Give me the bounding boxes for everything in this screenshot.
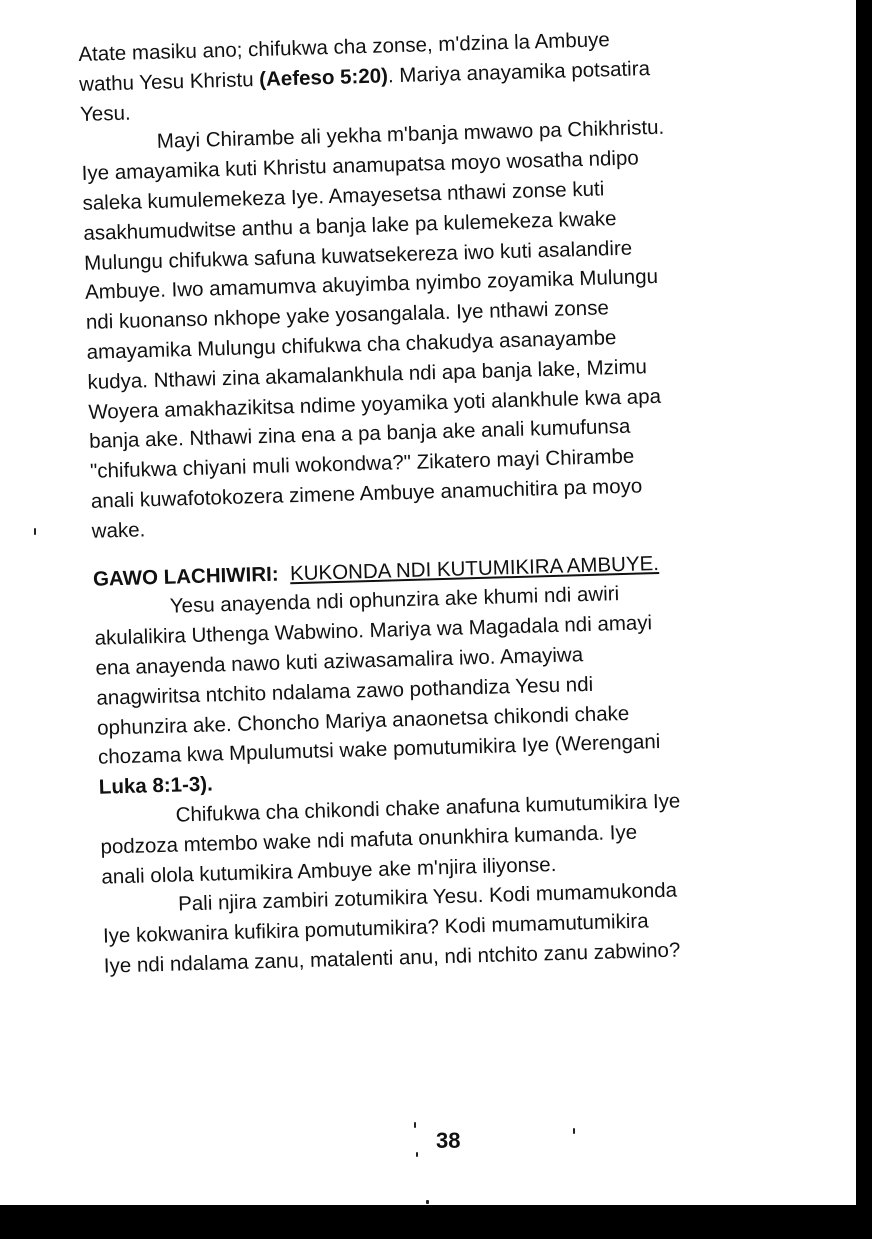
text-line: akulalikira Uthenga Wabwino. Mariya wa Magadala ndi amayi bbox=[94, 611, 653, 650]
text-line: Iye kokwanira kufikira pomutumikira? Kodi mumamutumikira bbox=[102, 909, 649, 948]
scan-speck bbox=[573, 1128, 575, 1134]
text-span: wathu Yesu Khristu bbox=[78, 67, 260, 96]
text-line: Ambuye. Iwo amamumva akuyimba nyimbo zoyamika Mulungu bbox=[84, 265, 659, 305]
paragraph-first-line: Yesu anayenda ndi ophunzira ake khumi ndi awiri bbox=[169, 582, 620, 618]
text-line: banja ake. Nthawi zina ena a pa banja ake anali kumufunsa bbox=[88, 415, 631, 454]
text-line: Mulungu chifukwa safuna kuwatsekereza iwo kuti asalandire bbox=[83, 236, 633, 275]
body-text bbox=[78, 20, 824, 981]
text-line: Woyera amakhazikitsa ndime yoyamika yoti alankhule kwa apa bbox=[88, 384, 662, 424]
text-line: anali olola kutumikira Ambuye ake m'njira iliyonse. bbox=[101, 852, 557, 889]
text-line: wake. bbox=[91, 518, 146, 543]
text-span: . Mariya anayamika potsatira bbox=[387, 56, 651, 88]
scan-speck bbox=[416, 1152, 418, 1157]
text-line: Iye amayamika kuti Khristu anamupatsa moyo wosatha ndipo bbox=[81, 146, 640, 186]
text-line: "chifukwa chiyani muli wokondwa?" Zikatero mayi Chirambe bbox=[89, 444, 635, 483]
text-line: Yesu. bbox=[79, 101, 131, 126]
paragraph-first-line: Pali njira zambiri zotumikira Yesu. Kodi mumamukonda bbox=[177, 878, 678, 916]
scan-border-right bbox=[856, 0, 872, 1239]
text-line: saleka kumulemekeza Iye. Amayesetsa nthawi zonse kuti bbox=[82, 177, 605, 215]
text-line: podzoza mtembo wake ndi mafuta onunkhira kumanda. Iye bbox=[100, 820, 638, 859]
scan-speck bbox=[426, 1200, 429, 1204]
text-line: kudya. Nthawi zina akamalankhula ndi apa banja lake, Mzimu bbox=[87, 355, 648, 394]
scan-speck bbox=[414, 1122, 416, 1128]
text-line: anagwiritsa ntchito ndalama zawo pothandiza Yesu ndi bbox=[96, 672, 594, 710]
section-title: KUKONDA NDI KUTUMIKIRA AMBUYE. bbox=[289, 551, 660, 585]
scripture-reference: Luka 8:1-3). bbox=[98, 772, 214, 799]
text-line: Atate masiku ano; chifukwa cha zonse, m'dzina la Ambuye bbox=[78, 28, 611, 66]
paragraph-first-line: Mayi Chirambe ali yekha m'banja mwawo pa Chikhristu. bbox=[156, 116, 665, 154]
text-line: Iye ndi ndalama zanu, matalenti anu, ndi ntchito zanu zabwino? bbox=[103, 938, 681, 978]
paragraph-first-line: Chifukwa cha chikondi chake anafuna kumutumikira Iye bbox=[175, 789, 681, 827]
section-label: GAWO LACHIWIRI: bbox=[92, 562, 279, 591]
text-line: ophunzira ake. Choncho Mariya anaonetsa chikondi chake bbox=[96, 701, 630, 740]
text-line: ena anayenda nawo kuti aziwasamalira iwo. Amayiwa bbox=[95, 643, 584, 680]
scan-speck bbox=[34, 528, 36, 535]
text-line: amayamika Mulungu chifukwa cha chakudya asanayambe bbox=[86, 326, 617, 364]
text-line: ndi kuonanso nkhope yake yosangalala. Iye nthawi zonse bbox=[85, 296, 610, 335]
page-number: 38 bbox=[436, 1128, 461, 1153]
scripture-reference: (Aefeso 5:20) bbox=[258, 64, 389, 91]
text-line: chozama kwa Mpulumutsi wake pomutumikira Iye (Werengani bbox=[97, 730, 661, 770]
scan-border-bottom bbox=[0, 1205, 872, 1239]
text-line: asakhumudwitse anthu a banja lake pa kulemekeza kwake bbox=[83, 206, 617, 245]
text-line: anali kuwafotokozera zimene Ambuye anamuchitira pa moyo bbox=[90, 474, 643, 513]
